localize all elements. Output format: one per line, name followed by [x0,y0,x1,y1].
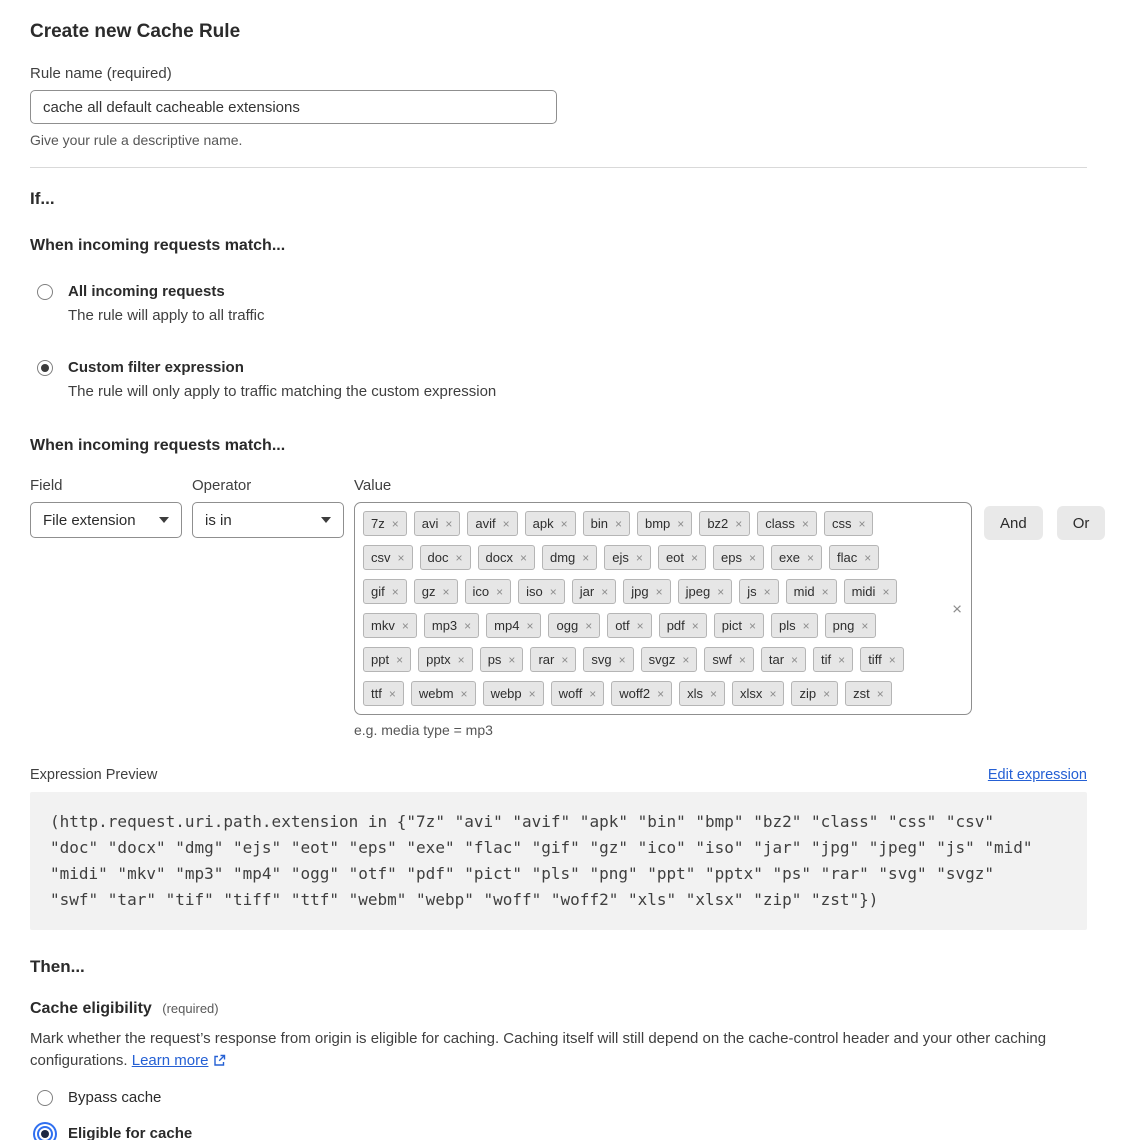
field-select[interactable] [30,502,182,538]
tag-chip[interactable] [699,511,750,536]
tag-chip-label: 7z [371,516,385,531]
tag-chip[interactable] [623,579,670,604]
radio-label: Eligible for cache [68,1125,193,1140]
remove-tag-icon[interactable]: × [677,516,685,531]
tag-chip-label: mkv [371,618,395,633]
operator-select[interactable] [192,502,344,538]
radio-label: All incoming requests [68,283,225,300]
tag-chip-label: webm [418,686,454,701]
chevron-down-icon [321,517,331,523]
rule-name-label: Rule name (required) [30,65,172,82]
tag-chip-label: zst [853,686,870,701]
tag-chip[interactable] [420,545,471,570]
remove-tag-icon[interactable]: × [888,652,896,667]
tag-chip[interactable] [583,647,633,672]
remove-tag-icon[interactable]: × [791,652,799,667]
tag-chip-label: js [747,584,757,599]
field-label: Field [30,477,63,494]
tag-chip[interactable] [483,681,544,706]
tag-chip[interactable] [658,545,706,570]
tag-chip-label: jpeg [685,584,711,599]
boolean-buttons [984,506,1105,540]
value-tags [363,511,941,706]
tag-chip-label: xlsx [740,686,763,701]
expression-builder-heading: When incoming requests match... [30,437,286,454]
radio-button-icon[interactable] [37,360,53,376]
tag-chip[interactable] [637,511,692,536]
tag-chip[interactable] [363,511,407,536]
remove-tag-icon[interactable]: × [635,550,643,565]
radio-description: The rule will apply to all traffic [68,307,265,324]
tag-chip-label: class [765,516,795,531]
remove-tag-icon[interactable]: × [526,618,534,633]
tag-chip[interactable] [583,511,630,536]
tag-chip-label: iso [526,584,543,599]
tag-chip[interactable] [486,613,541,638]
remove-tag-icon[interactable]: × [391,516,399,531]
remove-tag-icon[interactable]: × [502,516,510,531]
tag-chip[interactable] [363,681,404,706]
radio-label: Custom filter expression [68,359,244,376]
and-button[interactable]: And [984,506,1043,540]
radio-option[interactable] [30,1088,1087,1108]
remove-tag-icon[interactable]: × [396,652,404,667]
radio-option[interactable] [30,1124,1087,1140]
remove-tag-icon[interactable]: × [445,516,453,531]
remove-tag-icon[interactable]: × [738,652,746,667]
remove-tag-icon[interactable]: × [442,584,450,599]
remove-tag-icon[interactable]: × [861,618,869,633]
tag-chip[interactable] [467,511,517,536]
remove-tag-icon[interactable]: × [561,652,569,667]
operator-label: Operator [192,477,252,494]
remove-tag-icon[interactable]: × [864,550,872,565]
tag-chip[interactable] [363,579,407,604]
tag-chip-label: png [832,618,855,633]
remove-tag-icon[interactable]: × [858,516,866,531]
tag-chip-label: mp3 [431,618,458,633]
tag-chip[interactable] [732,681,784,706]
external-link-icon [213,1054,226,1067]
remove-tag-icon[interactable]: × [508,652,516,667]
remove-tag-icon[interactable]: × [876,686,884,701]
cache-eligibility-radio-group [30,1088,1087,1140]
value-multiselect[interactable] [354,502,972,715]
tag-chip-label: ttf [371,686,382,701]
cache-eligibility-description-text: Mark whether the request’s response from origin is eligible for caching. Caching itself will still depend on the cache-control header and your other caching configurations. [30,1030,1047,1069]
tag-chip[interactable] [604,545,651,570]
required-note: (required) [162,1001,219,1016]
radio-label: Bypass cache [68,1089,162,1106]
tag-chip[interactable] [525,511,576,536]
tag-chip[interactable] [424,613,479,638]
expression-preview-label: Expression Preview [30,767,158,783]
remove-tag-icon[interactable]: × [460,686,468,701]
remove-tag-icon[interactable]: × [682,652,690,667]
tag-chip-label: pdf [666,618,685,633]
tag-chip[interactable] [414,579,458,604]
cache-eligibility-description [30,1028,1087,1072]
remove-tag-icon[interactable]: × [560,516,568,531]
remove-tag-icon[interactable]: × [582,550,590,565]
tag-chip-label: pptx [426,652,451,667]
cache-eligibility-header [30,1000,1087,1018]
tag-chip[interactable] [845,681,892,706]
tag-chip-label: eps [721,550,742,565]
remove-tag-icon[interactable]: × [614,516,622,531]
operator-column [192,476,344,538]
tag-chip[interactable] [363,545,413,570]
tag-chip-label: jar [579,584,595,599]
tag-chip-label: woff [558,686,583,701]
tag-chip-label: ico [472,584,490,599]
radio-button-icon[interactable] [37,1126,53,1140]
tag-chip[interactable] [548,613,600,638]
cache-eligibility-label: Cache eligibility [30,1000,152,1017]
if-heading: If... [30,189,55,208]
tag-chip[interactable] [363,647,411,672]
remove-tag-icon[interactable]: × [391,584,399,599]
tag-chip-label: flac [837,550,858,565]
rule-name-help: Give your rule a descriptive name. [30,132,243,148]
tag-chip-label: eot [665,550,685,565]
tag-chip-label: rar [538,652,555,667]
expression-preview-box [30,792,1087,930]
tag-chip-label: ejs [612,550,629,565]
tag-chip-label: tar [768,652,785,667]
tag-chip-label: svg [591,652,612,667]
tag-chip-label: apk [532,516,554,531]
page-title: Create new Cache Rule [30,21,241,42]
field-column [30,476,182,538]
learn-more-link[interactable] [132,1052,227,1069]
tag-chip[interactable] [713,545,764,570]
tag-chip[interactable] [411,681,476,706]
expression-preview-header [30,767,1087,783]
remove-tag-icon[interactable]: × [519,550,527,565]
expression-code: (http.request.uri.path.extension in {"7z" "avi" "avif" "apk" "bin" "bmp" "bz2" "class" "css" "csv" "doc" "docx" "dmg" "ejs" "eot" "eps" "exe" "flac" "gif" "gz" "ico" "iso" "jar" "jpg" "jpeg" "js" "mid" "midi" "mkv" "mp3" "mp4" "ogg" "otf" "pdf" "pict" "pls" "png" "ppt" "pptx" "ps" "rar" "svg" "svgz" "swf" "tar" "tif" "tiff" "ttf" "webm" "webp" "woff" "woff2" "xls" "xlsx" "zip" "zst"}) [50,812,1043,909]
tag-chip-row [363,613,941,638]
tag-chip-label: docx [485,550,513,565]
tag-chip[interactable] [860,647,904,672]
learn-more-label: Learn more [131,1052,209,1069]
remove-tag-icon[interactable]: × [585,618,593,633]
remove-tag-icon[interactable]: × [821,584,829,599]
tag-chip[interactable] [542,545,597,570]
tag-chip-label: doc [427,550,449,565]
remove-tag-icon[interactable]: × [838,652,846,667]
tag-chip[interactable] [478,545,535,570]
or-button[interactable]: Or [1057,506,1106,540]
request-match-radio-group [30,282,1087,402]
operator-select-value: is in [205,511,232,529]
chevron-down-icon [159,517,169,523]
tag-chip-label: midi [851,584,876,599]
tag-chip-row [363,545,941,570]
remove-tag-icon[interactable]: × [601,584,609,599]
tag-chip-label: gif [371,584,385,599]
tag-chip[interactable] [363,613,417,638]
tag-chip-label: woff2 [619,686,651,701]
remove-tag-icon[interactable]: × [388,686,396,701]
remove-tag-icon[interactable]: × [549,584,557,599]
radio-button-icon[interactable] [37,1090,53,1106]
remove-tag-icon[interactable]: × [589,686,597,701]
tag-chip-label: svgz [648,652,676,667]
incoming-match-heading: When incoming requests match... [30,237,286,254]
tag-chip-label: otf [615,618,630,633]
remove-tag-icon[interactable]: × [657,686,665,701]
tag-chip-label: xls [687,686,704,701]
tag-chip[interactable] [607,613,651,638]
tag-chip-label: mp4 [494,618,520,633]
tag-chip-label: dmg [549,550,576,565]
tag-chip-label: bin [590,516,608,531]
tag-chip-label: avi [421,516,439,531]
radio-option[interactable] [30,358,1087,402]
tag-chip[interactable] [761,647,806,672]
remove-tag-icon[interactable]: × [457,652,465,667]
remove-tag-icon[interactable]: × [749,550,757,565]
radio-description: The rule will only apply to traffic matching the custom expression [68,383,497,400]
tag-chip-label: pict [721,618,743,633]
tag-chip[interactable] [465,579,512,604]
tag-chip[interactable] [611,681,672,706]
tag-chip-label: mid [793,584,815,599]
remove-tag-icon[interactable]: × [455,550,463,565]
tag-chip-label: exe [779,550,800,565]
remove-tag-icon[interactable]: × [801,516,809,531]
tag-chip[interactable] [551,681,605,706]
tag-chip-label: css [831,516,852,531]
tag-chip[interactable] [641,647,698,672]
remove-tag-icon[interactable]: × [528,686,536,701]
tag-chip-label: jpg [631,584,649,599]
then-heading: Then... [30,957,85,976]
tag-chip[interactable] [825,613,877,638]
tag-chip-label: swf [712,652,732,667]
tag-chip[interactable] [714,613,764,638]
tag-chip[interactable] [829,545,879,570]
tag-chip[interactable] [813,647,853,672]
tag-chip-label: bz2 [707,516,729,531]
value-column [354,476,972,739]
remove-tag-icon[interactable]: × [769,686,777,701]
remove-tag-icon[interactable]: × [397,550,405,565]
tag-chip-label: ppt [371,652,390,667]
tag-chip-row [363,681,941,706]
field-select-value: File extension [43,511,136,529]
value-hint: e.g. media type = mp3 [354,722,493,738]
tag-chip[interactable] [480,647,524,672]
radio-text [68,358,496,402]
tag-chip-label: ps [487,652,502,667]
tag-chip-label: avif [475,516,496,531]
rule-name-input[interactable] [30,90,557,124]
tag-chip[interactable] [739,579,778,604]
tag-chip-label: webp [490,686,522,701]
remove-tag-icon[interactable]: × [717,584,725,599]
tag-chip-row [363,647,941,672]
tag-chip[interactable] [518,579,565,604]
remove-tag-icon[interactable]: × [710,686,718,701]
tag-chip-label: zip [799,686,817,701]
remove-tag-icon[interactable]: × [464,618,472,633]
tag-chip[interactable] [786,579,837,604]
tag-chip-label: pls [779,618,796,633]
tag-chip[interactable] [771,613,818,638]
section-divider [30,167,1087,168]
tag-chip-row [363,511,941,536]
tag-chip[interactable] [824,511,874,536]
remove-tag-icon[interactable]: × [735,516,743,531]
tag-chip-label: ogg [556,618,579,633]
tag-chip-label: tif [821,652,832,667]
remove-tag-icon[interactable]: × [655,584,663,599]
radio-button-icon[interactable] [37,284,53,300]
tag-chip-label: gz [421,584,436,599]
tag-chip-label: csv [371,550,391,565]
tag-chip-label: bmp [645,516,671,531]
edit-expression-link[interactable]: Edit expression [987,767,1087,783]
value-label: Value [354,477,392,494]
expression-builder [30,476,1090,739]
tag-chip[interactable] [679,681,725,706]
tag-chip[interactable] [414,511,461,536]
remove-tag-icon[interactable]: × [802,618,810,633]
tag-chip[interactable] [572,579,616,604]
remove-tag-icon[interactable]: × [882,584,890,599]
remove-tag-icon[interactable]: × [691,618,699,633]
tag-chip[interactable] [659,613,707,638]
remove-tag-icon[interactable]: × [823,686,831,701]
remove-tag-icon[interactable]: × [806,550,814,565]
tag-chip[interactable] [530,647,576,672]
remove-tag-icon[interactable]: × [496,584,504,599]
radio-text [68,1088,161,1108]
tag-chip[interactable] [791,681,838,706]
tag-chip[interactable] [704,647,754,672]
radio-text [68,1124,192,1140]
radio-option[interactable] [30,282,1087,326]
clear-all-values-icon[interactable]: × [952,599,962,618]
remove-tag-icon[interactable]: × [618,652,626,667]
radio-text [68,282,264,326]
remove-tag-icon[interactable]: × [636,618,644,633]
remove-tag-icon[interactable]: × [691,550,699,565]
tag-chip-row [363,579,941,604]
tag-chip[interactable] [844,579,898,604]
tag-chip[interactable] [678,579,733,604]
tag-chip[interactable] [771,545,822,570]
tag-chip-label: tiff [868,652,882,667]
remove-tag-icon[interactable]: × [749,618,757,633]
remove-tag-icon[interactable]: × [763,584,771,599]
remove-tag-icon[interactable]: × [401,618,409,633]
tag-chip[interactable] [757,511,817,536]
tag-chip[interactable] [418,647,473,672]
